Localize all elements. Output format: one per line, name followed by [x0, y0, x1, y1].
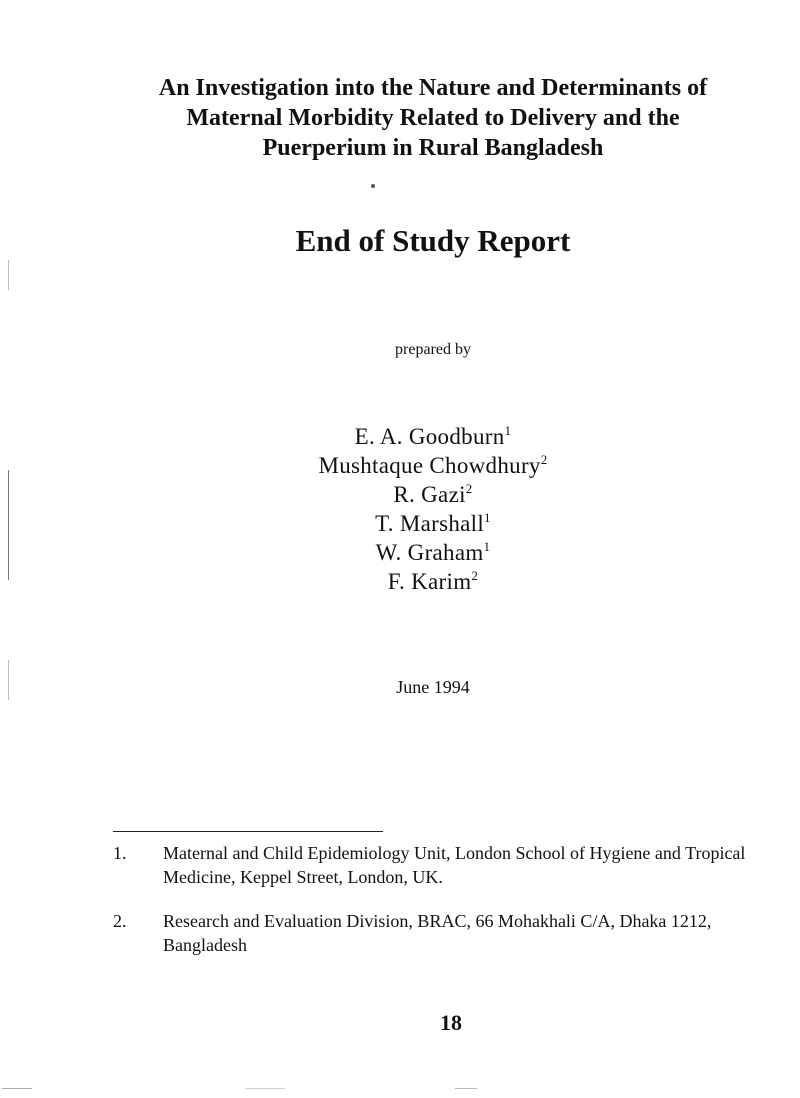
footnote-number: 1. — [113, 843, 127, 863]
author-name: T. Marshall — [375, 511, 485, 536]
footnote-divider — [113, 831, 383, 832]
scan-edge-mark — [8, 660, 9, 700]
author-name: E. A. Goodburn — [354, 424, 505, 449]
author-name: Mushtaque Chowdhury — [318, 453, 541, 478]
prepared-by-label: prepared by — [395, 341, 471, 358]
author-3 — [100, 480, 766, 509]
report-title: End of Study Report — [295, 223, 571, 258]
author-2 — [100, 451, 766, 480]
author-5 — [100, 538, 766, 567]
title-line-1: An Investigation into the Nature and Determinants of — [158, 75, 708, 101]
author-name: R. Gazi — [393, 482, 466, 507]
author-affiliation: 2 — [471, 568, 479, 583]
footnote-2 — [113, 909, 773, 957]
author-affiliation: 2 — [540, 452, 548, 467]
author-name: W. Graham — [375, 540, 484, 565]
author-4 — [100, 509, 766, 538]
scan-edge-mark — [8, 260, 9, 290]
author-affiliation: 1 — [484, 510, 491, 525]
report-date: June 1994 — [396, 677, 470, 697]
footnote-1 — [113, 841, 773, 889]
scan-edge-mark — [8, 470, 9, 580]
footnote-text: Research and Evaluation Division, BRAC, 66 Mohakhali C/A, Dhaka 1212, Bangladesh — [163, 911, 712, 955]
footnote-text: Maternal and Child Epidemiology Unit, London School of Hygiene and Tropical Medicine, Keppel Street, London, UK. — [163, 843, 746, 887]
author-affiliation: 2 — [465, 481, 473, 496]
scan-edge-mark — [245, 1088, 285, 1089]
scan-speck — [371, 184, 375, 188]
author-affiliation: 1 — [483, 539, 491, 554]
title-line-3: Puerperium in Rural Bangladesh — [262, 135, 604, 161]
scan-edge-mark — [455, 1088, 477, 1089]
document-title — [100, 73, 766, 163]
author-name: F. Karim — [387, 569, 472, 594]
author-6 — [100, 567, 766, 596]
scan-edge-mark — [2, 1088, 32, 1089]
title-line-2: Maternal Morbidity Related to Delivery and the — [186, 105, 680, 131]
author-1 — [100, 422, 766, 451]
footnote-number: 2. — [113, 911, 127, 931]
author-affiliation: 1 — [504, 423, 512, 438]
page-number: 18 — [440, 1010, 462, 1035]
author-list — [100, 422, 766, 596]
